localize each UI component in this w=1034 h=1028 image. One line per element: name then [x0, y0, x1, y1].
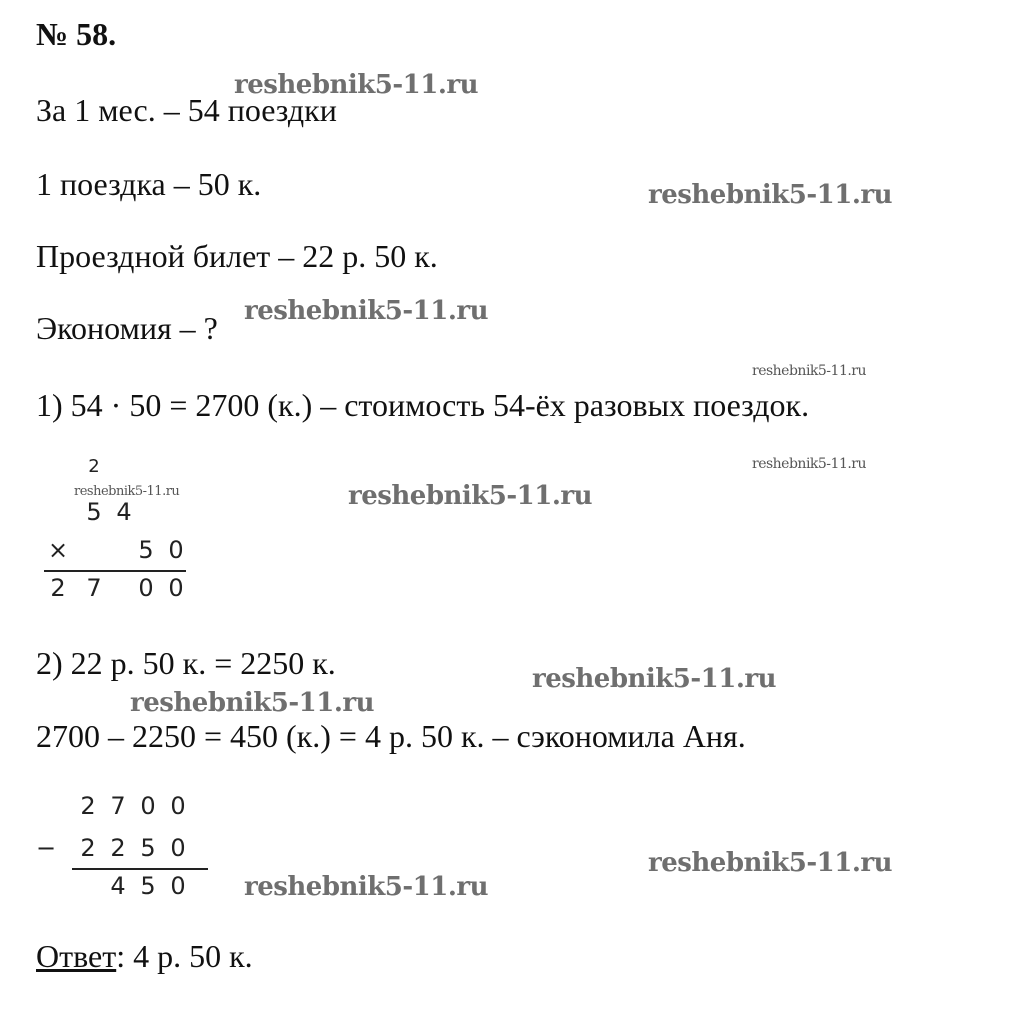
sub-bottom-digit: 0	[170, 834, 186, 862]
multiplication-column	[40, 456, 200, 606]
sub-top-digit: 7	[110, 792, 126, 820]
condition-line-2: 1 поездка – 50 к.	[36, 166, 262, 202]
mult-result-digit: 7	[86, 574, 102, 602]
mult-result-digit: 2	[50, 574, 66, 602]
watermark: reshebnik5-11.ru	[244, 872, 489, 902]
watermark: reshebnik5-11.ru	[244, 296, 489, 326]
watermark: reshebnik5-11.ru	[532, 664, 777, 694]
answer-value: : 4 р. 50 к.	[116, 938, 253, 974]
sub-top-digit: 2	[80, 792, 96, 820]
watermark: reshebnik5-11.ru	[130, 688, 375, 718]
mult-top-digit: 5	[86, 498, 102, 526]
sub-top-digit: 0	[140, 792, 156, 820]
mult-result-digit: 0	[168, 574, 184, 602]
sub-result-digit: 4	[110, 872, 126, 900]
condition-line-1: За 1 мес. – 54 поездки	[36, 92, 337, 128]
sub-bottom-digit: 2	[80, 834, 96, 862]
watermark: reshebnik5-11.ru	[234, 70, 479, 100]
mult-carry: 2	[88, 456, 100, 477]
sub-line	[72, 868, 208, 870]
watermark: reshebnik5-11.ru	[752, 363, 867, 379]
watermark: reshebnik5-11.ru	[752, 456, 867, 472]
mult-bottom-digit: 5	[138, 536, 154, 564]
solution-step-2: 2) 22 р. 50 к. = 2250 к.	[36, 645, 336, 681]
answer-line	[36, 938, 253, 975]
mult-line	[44, 570, 186, 572]
condition-line-3: Проездной билет – 22 р. 50 к.	[36, 238, 438, 274]
sub-result-digit: 0	[170, 872, 186, 900]
mult-sign: ×	[47, 536, 69, 564]
solution-step-3: 2700 – 2250 = 450 (к.) = 4 р. 50 к. – сэкономила Аня.	[36, 718, 746, 754]
watermark: reshebnik5-11.ru	[648, 180, 893, 210]
sub-result-digit: 5	[140, 872, 156, 900]
solution-step-1: 1) 54 · 50 = 2700 (к.) – стоимость 54-ёх разовых поездок.	[36, 387, 810, 423]
problem-title: № 58.	[36, 16, 117, 52]
watermark: reshebnik5-11.ru	[648, 848, 893, 878]
answer-label: Ответ	[36, 938, 117, 974]
sub-sign: −	[35, 834, 57, 862]
mult-top-digit: 4	[116, 498, 132, 526]
subtraction-column	[34, 790, 224, 910]
condition-line-4: Экономия – ?	[36, 310, 218, 346]
watermark: reshebnik5-11.ru	[74, 484, 180, 499]
mult-bottom-digit: 0	[168, 536, 184, 564]
mult-result-digit: 0	[138, 574, 154, 602]
sub-top-digit: 0	[170, 792, 186, 820]
sub-bottom-digit: 5	[140, 834, 156, 862]
watermark: reshebnik5-11.ru	[348, 481, 593, 511]
sub-bottom-digit: 2	[110, 834, 126, 862]
